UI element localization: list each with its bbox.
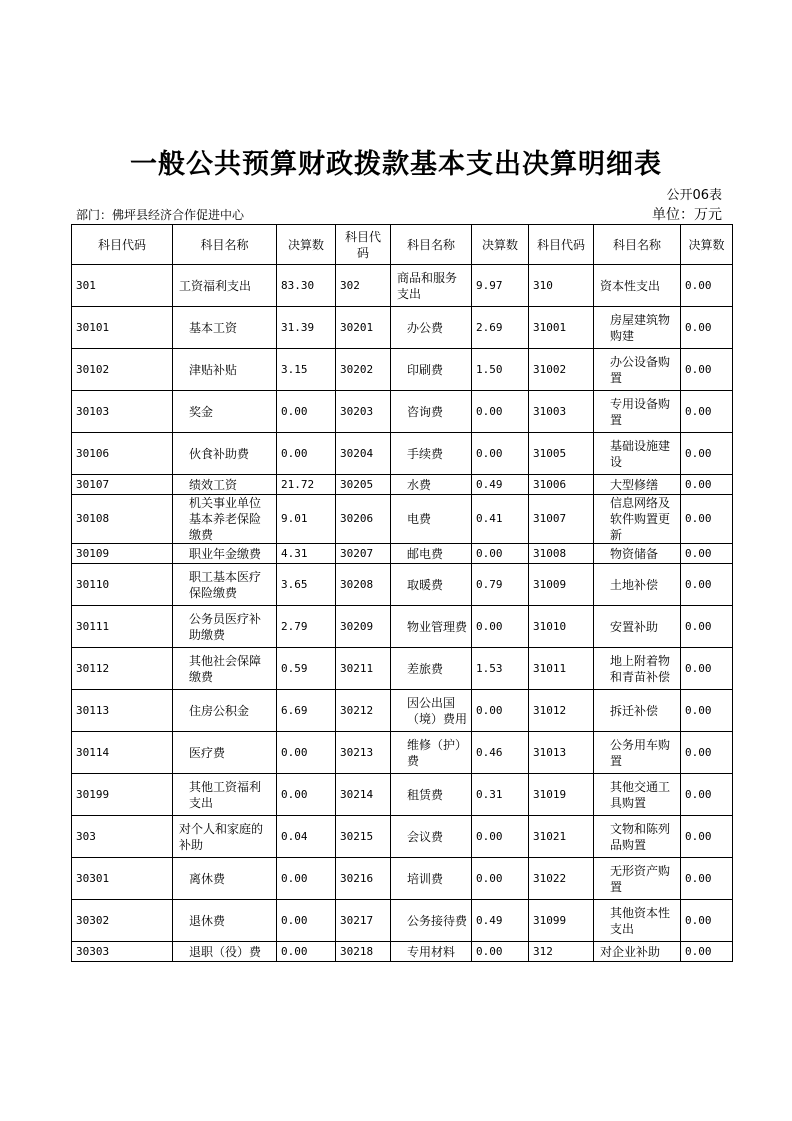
code-cell: 31099 [529,900,594,942]
amount-cell: 0.00 [681,307,733,349]
table-row [72,900,733,942]
name-cell: 基本工资 [173,307,277,349]
code-cell: 303 [72,816,173,858]
name-cell: 会议费 [391,816,472,858]
table-row [72,690,733,732]
name-cell: 退休费 [173,900,277,942]
code-cell: 30303 [72,942,173,962]
code-cell: 30204 [336,433,391,475]
name-cell: 物业管理费 [391,606,472,648]
code-cell: 30199 [72,774,173,816]
name-cell: 无形资产购置 [594,858,681,900]
name-cell: 机关事业单位基本养老保险缴费 [173,495,277,544]
name-cell: 地上附着物和青苗补偿 [594,648,681,690]
table-row [72,774,733,816]
code-cell: 30109 [72,544,173,564]
code-cell: 31001 [529,307,594,349]
name-cell: 离休费 [173,858,277,900]
amount-cell: 0.00 [277,732,336,774]
name-cell: 其他社会保障缴费 [173,648,277,690]
amount-cell: 0.00 [472,433,529,475]
table-row [72,732,733,774]
amount-cell: 0.00 [681,564,733,606]
code-cell: 31005 [529,433,594,475]
name-cell: 邮电费 [391,544,472,564]
code-cell: 30218 [336,942,391,962]
code-cell: 30203 [336,391,391,433]
amount-cell: 0.49 [472,900,529,942]
name-cell: 租赁费 [391,774,472,816]
amount-cell: 0.00 [681,900,733,942]
name-cell: 专用设备购置 [594,391,681,433]
column-header: 科目名称 [173,225,277,265]
name-cell: 取暖费 [391,564,472,606]
code-cell: 31008 [529,544,594,564]
amount-cell: 0.00 [681,942,733,962]
amount-cell: 1.50 [472,349,529,391]
amount-cell: 0.00 [277,942,336,962]
code-cell: 31006 [529,475,594,495]
code-cell: 30212 [336,690,391,732]
code-cell: 30201 [336,307,391,349]
name-cell: 信息网络及软件购置更新 [594,495,681,544]
department-label: 部门：佛坪县经济合作促进中心 [76,208,245,222]
name-cell: 其他交通工具购置 [594,774,681,816]
code-cell: 30110 [72,564,173,606]
name-cell: 专用材料 [391,942,472,962]
amount-cell: 0.00 [681,475,733,495]
amount-cell: 3.15 [277,349,336,391]
table-row [72,475,733,495]
code-cell: 30213 [336,732,391,774]
amount-cell: 31.39 [277,307,336,349]
name-cell: 拆迁补偿 [594,690,681,732]
column-header: 科目名称 [594,225,681,265]
code-cell: 31010 [529,606,594,648]
name-cell: 咨询费 [391,391,472,433]
code-cell: 31021 [529,816,594,858]
amount-cell: 1.53 [472,648,529,690]
name-cell: 差旅费 [391,648,472,690]
code-cell: 30215 [336,816,391,858]
table-row [72,942,733,962]
code-cell: 30108 [72,495,173,544]
name-cell: 物资储备 [594,544,681,564]
amount-cell: 0.00 [681,495,733,544]
amount-cell: 0.04 [277,816,336,858]
code-cell: 30214 [336,774,391,816]
amount-cell: 0.00 [472,544,529,564]
name-cell: 津贴补贴 [173,349,277,391]
code-cell: 31013 [529,732,594,774]
amount-cell: 0.00 [472,858,529,900]
table-row [72,858,733,900]
amount-cell: 0.00 [681,433,733,475]
code-cell: 31011 [529,648,594,690]
name-cell: 商品和服务支出 [391,265,472,307]
code-cell: 30205 [336,475,391,495]
name-cell: 水费 [391,475,472,495]
name-cell: 其他资本性支出 [594,900,681,942]
name-cell: 其他工资福利支出 [173,774,277,816]
name-cell: 公务接待费 [391,900,472,942]
column-header: 科目代码 [72,225,173,265]
amount-cell: 0.00 [681,858,733,900]
amount-cell: 6.69 [277,690,336,732]
name-cell: 维修（护）费 [391,732,472,774]
code-cell: 31002 [529,349,594,391]
code-cell: 30301 [72,858,173,900]
code-cell: 30113 [72,690,173,732]
code-cell: 30206 [336,495,391,544]
code-cell: 301 [72,265,173,307]
name-cell: 公务用车购置 [594,732,681,774]
table-row [72,564,733,606]
unit-label: 单位：万元 [652,207,722,223]
code-cell: 30207 [336,544,391,564]
code-cell: 30114 [72,732,173,774]
amount-cell: 4.31 [277,544,336,564]
amount-cell: 0.00 [681,816,733,858]
name-cell: 房屋建筑物购建 [594,307,681,349]
page-title: 一般公共预算财政拨款基本支出决算明细表 [130,149,662,180]
amount-cell: 0.00 [277,858,336,900]
name-cell: 伙食补助费 [173,433,277,475]
name-cell: 奖金 [173,391,277,433]
code-cell: 30208 [336,564,391,606]
name-cell: 工资福利支出 [173,265,277,307]
amount-cell: 0.00 [472,942,529,962]
column-header: 决算数 [472,225,529,265]
amount-cell: 0.00 [472,690,529,732]
amount-cell: 0.00 [681,544,733,564]
code-cell: 30107 [72,475,173,495]
name-cell: 办公设备购置 [594,349,681,391]
amount-cell: 0.79 [472,564,529,606]
code-cell: 30111 [72,606,173,648]
table-row [72,265,733,307]
column-header: 科目代码 [336,225,391,265]
amount-cell: 0.49 [472,475,529,495]
code-cell: 31007 [529,495,594,544]
header-row [72,225,733,265]
code-cell: 30102 [72,349,173,391]
name-cell: 土地补偿 [594,564,681,606]
table-row [72,648,733,690]
name-cell: 住房公积金 [173,690,277,732]
amount-cell: 9.01 [277,495,336,544]
code-cell: 30106 [72,433,173,475]
amount-cell: 0.00 [681,690,733,732]
amount-cell: 0.00 [681,732,733,774]
column-header: 科目名称 [391,225,472,265]
table-row [72,495,733,544]
code-cell: 30217 [336,900,391,942]
name-cell: 退职（役）费 [173,942,277,962]
amount-cell: 0.00 [472,391,529,433]
name-cell: 大型修缮 [594,475,681,495]
column-header: 决算数 [681,225,733,265]
table-row [72,606,733,648]
amount-cell: 0.00 [277,900,336,942]
table-row [72,307,733,349]
amount-cell: 0.00 [472,606,529,648]
code-cell: 30202 [336,349,391,391]
amount-cell: 21.72 [277,475,336,495]
amount-cell: 0.00 [681,265,733,307]
code-cell: 31003 [529,391,594,433]
name-cell: 基础设施建设 [594,433,681,475]
expenditure-table [71,224,733,962]
name-cell: 职业年金缴费 [173,544,277,564]
amount-cell: 0.46 [472,732,529,774]
table-row [72,544,733,564]
amount-cell: 2.79 [277,606,336,648]
name-cell: 对个人和家庭的补助 [173,816,277,858]
name-cell: 资本性支出 [594,265,681,307]
amount-cell: 0.41 [472,495,529,544]
amount-cell: 9.97 [472,265,529,307]
name-cell: 公务员医疗补助缴费 [173,606,277,648]
name-cell: 安置补助 [594,606,681,648]
name-cell: 印刷费 [391,349,472,391]
table-row [72,816,733,858]
code-cell: 310 [529,265,594,307]
code-cell: 30216 [336,858,391,900]
name-cell: 文物和陈列品购置 [594,816,681,858]
amount-cell: 83.30 [277,265,336,307]
amount-cell: 0.00 [277,774,336,816]
table-row [72,433,733,475]
name-cell: 对企业补助 [594,942,681,962]
name-cell: 医疗费 [173,732,277,774]
amount-cell: 2.69 [472,307,529,349]
code-cell: 31009 [529,564,594,606]
code-cell: 312 [529,942,594,962]
name-cell: 职工基本医疗保险缴费 [173,564,277,606]
name-cell: 绩效工资 [173,475,277,495]
amount-cell: 0.00 [277,433,336,475]
name-cell: 办公费 [391,307,472,349]
amount-cell: 0.59 [277,648,336,690]
name-cell: 电费 [391,495,472,544]
amount-cell: 3.65 [277,564,336,606]
amount-cell: 0.31 [472,774,529,816]
amount-cell: 0.00 [681,774,733,816]
code-cell: 30302 [72,900,173,942]
column-header: 决算数 [277,225,336,265]
code-cell: 31019 [529,774,594,816]
code-cell: 302 [336,265,391,307]
name-cell: 因公出国（境）费用 [391,690,472,732]
code-cell: 30211 [336,648,391,690]
table-row [72,349,733,391]
code-cell: 30209 [336,606,391,648]
form-number: 公开06表 [666,188,722,203]
code-cell: 30101 [72,307,173,349]
code-cell: 31022 [529,858,594,900]
code-cell: 31012 [529,690,594,732]
amount-cell: 0.00 [277,391,336,433]
amount-cell: 0.00 [681,391,733,433]
column-header: 科目代码 [529,225,594,265]
name-cell: 培训费 [391,858,472,900]
amount-cell: 0.00 [681,606,733,648]
name-cell: 手续费 [391,433,472,475]
amount-cell: 0.00 [472,816,529,858]
amount-cell: 0.00 [681,349,733,391]
code-cell: 30112 [72,648,173,690]
code-cell: 30103 [72,391,173,433]
amount-cell: 0.00 [681,648,733,690]
table-row [72,391,733,433]
